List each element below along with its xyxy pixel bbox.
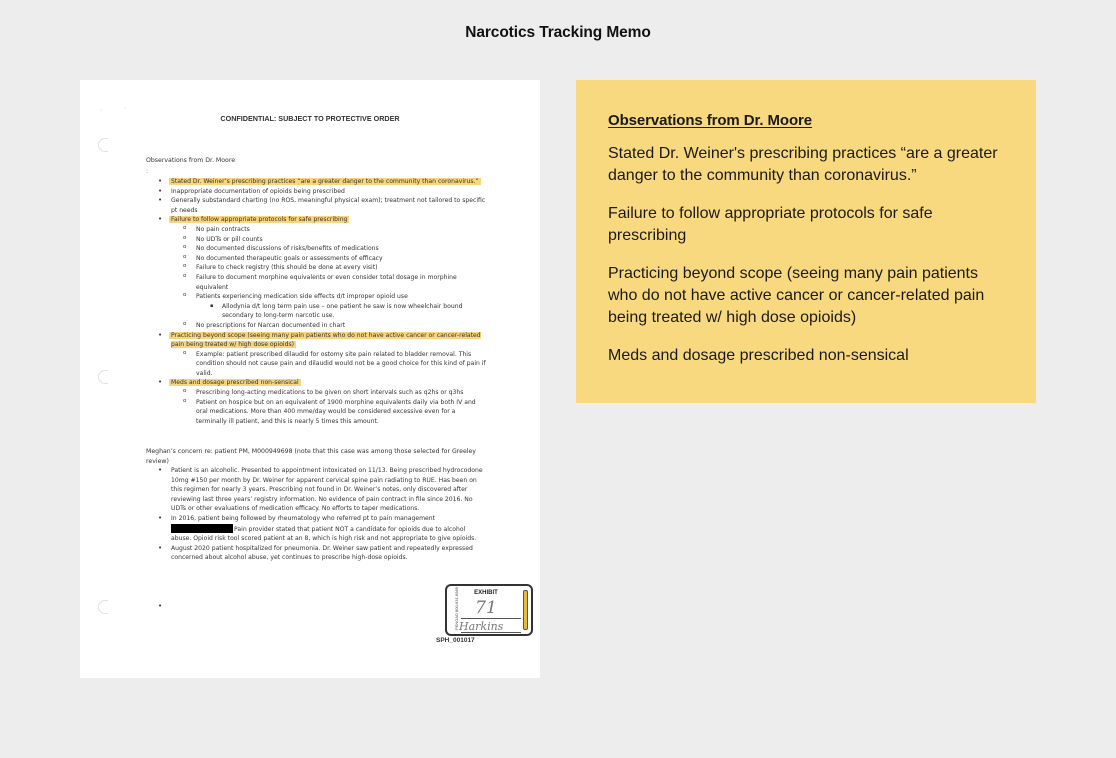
list-item-text: Inappropriate documentation of opioids being prescribed — [171, 187, 345, 195]
empty-list — [146, 602, 486, 612]
stray-colon: : — [146, 168, 149, 175]
exhibit-vendor-text: PENGAD 800-631-6989 — [453, 587, 459, 630]
sublist-item: o No prescriptions for Narcan documented in chart — [171, 321, 486, 331]
sublist-item: o No documented therapeutic goals or assessments of efficacy — [171, 254, 486, 264]
summary-paragraph: Failure to follow appropriate protocols for safe prescribing — [608, 205, 933, 244]
sublist-item: o Failure to document morphine equivalents or even consider total dosage in morphine equivalent — [171, 273, 486, 292]
list-item-text: In 2016, patient being followed by rheumatology who referred pt to pain management — [171, 514, 436, 522]
redaction-bar — [171, 524, 233, 533]
list-item: • August 2020 patient hospitalized for pneumonia. Dr. Weiner saw patient and repeatedly expressed concerned about alcohol abuse, yet continues to prescribe high-dose opioids. — [146, 544, 486, 563]
list-item — [146, 378, 486, 426]
sublist-item: o No documented discussions of risks/benefits of medications — [171, 244, 486, 254]
document-scan — [80, 80, 540, 678]
sublist-item — [171, 292, 486, 321]
hole-punch-mark — [98, 138, 108, 152]
sublist-item: o No UDTs or pill counts — [171, 235, 486, 245]
sublist-item: o Example: patient prescribed dilaudid for ostomy site pain related to bladder removal. This condition should not cause pain and dilaudid would not be a good choice for this kind of pain if valid. — [171, 350, 486, 379]
sublist-item: o Prescribing long-acting medications to be given on short intervals such as q2hs or q3hs — [171, 388, 486, 398]
bates-number: SPH_001017 — [436, 637, 475, 644]
confidential-header: CONFIDENTIAL: SUBJECT TO PROTECTIVE ORDER — [220, 114, 400, 123]
summary-paragraph: Stated Dr. Weiner's prescribing practices “are a greater danger to the community than coronavirus.” — [608, 145, 998, 184]
summary-paragraph: Meds and dosage prescribed non-sensical — [608, 347, 909, 364]
exhibit-sticker — [445, 584, 533, 636]
list-item — [146, 215, 486, 330]
section-title-observations: Observations from Dr. Moore — [146, 157, 236, 164]
highlighted-text: Meds and dosage prescribed non-sensical — [171, 379, 299, 387]
list-item — [146, 187, 486, 197]
scan-speck: · — [124, 104, 127, 113]
sublist — [171, 388, 486, 426]
list-item-text: Generally substandard charting (no ROS, meaningful physical exam); treatment not tailored to specific pt needs — [171, 197, 486, 214]
summary-panel — [576, 80, 1036, 403]
list-item — [146, 177, 486, 187]
scan-speck: · — [100, 106, 103, 115]
sublist-item: o Failure to check registry (this should be done at every visit) — [171, 263, 486, 273]
summary-title: Observations from Dr. Moore — [608, 112, 813, 129]
sublist-item: o Patient on hospice but on an equivalent of 1900 morphine equivalents daily via both IV and oral medications. More than 400 mme/day would be considered excessive even for a terminally ill patient, and this is nearly 5 times this amount. — [171, 398, 486, 427]
exhibit-line — [461, 618, 521, 619]
list-item — [146, 331, 486, 379]
highlighted-text: Failure to follow appropriate protocols for safe prescribing — [171, 216, 348, 224]
sub-sublist — [196, 302, 486, 321]
list-item — [146, 196, 486, 215]
sub-sublist-item: ▪ Allodynia d/t long term pain use – one patient he saw is now wheelchair bound secondary to long-term narcotic use. — [196, 302, 486, 321]
hole-punch-mark — [98, 600, 108, 614]
sublist — [171, 225, 486, 331]
sublist — [171, 350, 486, 379]
concern-list — [146, 466, 486, 563]
hole-punch-mark — [98, 370, 108, 384]
exhibit-number: 71 — [475, 598, 497, 618]
exhibit-tab — [523, 590, 528, 630]
page-title: Narcotics Tracking Memo — [465, 24, 651, 41]
section-title-meghans-concern: Meghan’s concern re: patient PM, M000949698 (note that this case was among those selected for Greeley review) — [146, 448, 476, 465]
list-item — [146, 514, 486, 544]
list-item: • Patient is an alcoholic. Presented to appointment intoxicated on 11/13. Being prescribed hydrocodone 10mg #150 per month by Dr. Weiner for apparent cervical spine pain radiating to RUE. Has been on this regimen for nearly 3 years. Prescribing not found in Dr. Weiner’s notes, only discovered after reviewing last three years’ registry information. No evidence of pain contract in file since 2016. No UDTs or other evaluations of medication efficacy. No efforts to taper medications. — [146, 466, 486, 514]
list-item-text: Pain provider stated that patient NOT a candidate for opioids due to alcohol abuse. Opioid risk tool scored patient at an 8, which is high risk and not appropriate to give opioids. — [171, 525, 477, 543]
summary-paragraph: Practicing beyond scope (seeing many pain patients who do not have active cancer or cancer-related pain being treated w/ high dose opioids) — [608, 265, 985, 326]
sublist-item-text: Patients experiencing medication side effects d/t improper opioid use — [196, 293, 408, 301]
highlighted-text: Practicing beyond scope (seeing many pain patients who do not have active cancer or cancer-related pain being treated w/ high dose opioids) — [171, 331, 481, 349]
exhibit-signature: Harkins — [459, 620, 504, 633]
exhibit-line — [461, 632, 521, 633]
highlighted-text: Stated Dr. Weiner’s prescribing practices “are a greater danger to the community than coronavirus.” — [171, 178, 479, 185]
exhibit-label: EXHIBIT — [474, 590, 498, 596]
observations-list — [146, 177, 486, 426]
empty-bullet — [146, 602, 486, 612]
sublist-item: o No pain contracts — [171, 225, 486, 235]
